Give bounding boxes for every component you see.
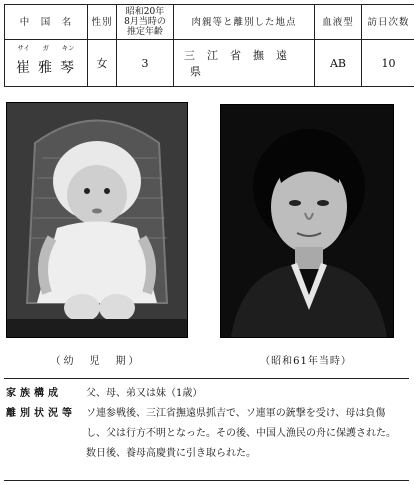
table-header-row: [5, 5, 414, 40]
table-value-row: [5, 40, 414, 87]
location-part-6: 県: [190, 65, 207, 78]
age-value: 3: [117, 40, 174, 87]
header-chinese-name: 中 国 名: [5, 5, 88, 40]
separation-label: 離別状況等: [6, 408, 76, 419]
details-bottom-rule: [4, 480, 409, 481]
header-estimated-age: [117, 5, 174, 40]
name-char-2: 雅: [38, 60, 54, 76]
header-blood-type: 血液型: [315, 5, 362, 40]
header-separation-location: 肉親等と離別した地点: [174, 5, 315, 40]
blood-type-value: AB: [315, 40, 362, 87]
chinese-name-cell: [5, 40, 88, 87]
info-table: [4, 4, 414, 87]
name-ruby-3: キン: [61, 44, 75, 52]
header-visit-count: 訪日次数: [362, 5, 414, 40]
name-char-1: 崔: [16, 60, 32, 76]
visit-count-value: 10: [362, 40, 414, 87]
name-ruby-1: サイ: [17, 44, 30, 52]
separation-line-1: ソ連参戦後、三江省撫遠県抓吉で、ソ連軍の銃撃を受け、母は負傷: [86, 408, 386, 419]
location-part-2: 江: [207, 49, 224, 62]
location-part-5: 遠: [276, 49, 293, 62]
adult-photo-caption: （昭和61年当時）: [260, 356, 352, 367]
header-estimated-age-text: 昭和20年 8月当時の 推定年齢: [124, 7, 166, 37]
childhood-photo-caption: （幼 児 期）: [50, 356, 142, 367]
name-chars: [5, 49, 87, 77]
adult-photo-image: [221, 105, 393, 337]
separation-row: [6, 404, 408, 464]
location-part-1: 三: [184, 49, 201, 62]
name-char-3: 琴: [60, 60, 76, 76]
separation-line-2: し、父は行方不明となった。その後、中国人漁民の舟に保護された。: [86, 428, 396, 439]
separation-line-3: 数日後、養母高慶貴に引き取られた。: [86, 448, 256, 459]
family-row: [6, 384, 408, 404]
header-sex: 性別: [88, 5, 117, 40]
location-part-4: 撫: [253, 49, 270, 62]
name-ruby-2: ガ: [42, 44, 50, 52]
family-text: 父、母、弟又は妹（1歳）: [86, 388, 203, 399]
family-label: 家族構成: [6, 388, 62, 399]
separation-text: [86, 404, 408, 464]
location-value: [174, 40, 315, 87]
sex-value: 女: [88, 40, 117, 87]
location-part-3: 省: [230, 49, 247, 62]
name-ruby: [11, 43, 81, 52]
details-section: [6, 384, 408, 464]
adult-photo: [220, 104, 394, 338]
childhood-photo: [6, 102, 188, 338]
details-top-rule: [4, 378, 409, 379]
childhood-photo-image: [7, 103, 187, 337]
